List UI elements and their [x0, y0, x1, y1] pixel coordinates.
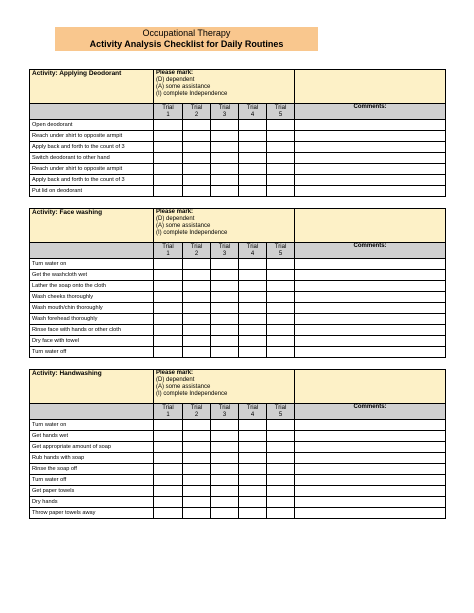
comments-cell[interactable] — [295, 347, 446, 358]
trial-label: Trial — [218, 244, 231, 250]
trial-cell[interactable] — [239, 442, 267, 453]
step-label: Get paper towels — [30, 486, 154, 497]
trial-header — [267, 243, 295, 259]
independence-label: (I) complete Independence — [156, 391, 228, 397]
steps-header-cell — [30, 243, 154, 259]
trial-cell[interactable] — [239, 475, 267, 486]
trial-cell[interactable] — [183, 453, 211, 464]
step-label: Get hands wet — [30, 431, 154, 442]
trial-cell[interactable] — [183, 486, 211, 497]
trial-cell[interactable] — [183, 142, 211, 153]
trial-cell[interactable] — [239, 120, 267, 131]
trial-header — [183, 243, 211, 259]
trial-cell[interactable] — [267, 164, 295, 175]
table-row — [30, 303, 446, 314]
trial-cell[interactable] — [211, 131, 239, 142]
trial-cell[interactable] — [239, 131, 267, 142]
table-row — [30, 325, 446, 336]
activity-table — [29, 69, 446, 197]
trial-cell[interactable] — [154, 314, 183, 325]
trial-cell[interactable] — [154, 175, 183, 186]
trial-number: 3 — [222, 111, 227, 118]
trial-cell[interactable] — [267, 292, 295, 303]
trial-cell[interactable] — [239, 431, 267, 442]
header-blank-cell — [295, 209, 446, 243]
trial-cell[interactable] — [211, 508, 239, 519]
trial-cell[interactable] — [211, 453, 239, 464]
trial-cell[interactable] — [239, 497, 267, 508]
table-row — [30, 120, 446, 131]
trial-cell[interactable] — [211, 164, 239, 175]
trial-cell[interactable] — [183, 497, 211, 508]
title-line-2: Activity Analysis Checklist for Daily Routines — [89, 39, 284, 49]
trial-cell[interactable] — [267, 347, 295, 358]
step-label: Lather the soap onto the cloth — [30, 281, 154, 292]
trial-cell[interactable] — [154, 475, 183, 486]
step-label: Turn water off — [30, 475, 154, 486]
trial-cell[interactable] — [239, 464, 267, 475]
trial-header — [211, 104, 239, 120]
trial-label: Trial — [274, 405, 287, 411]
trial-number: 5 — [278, 111, 283, 118]
trial-number: 1 — [166, 111, 170, 118]
trial-header — [183, 104, 211, 120]
table-row — [30, 453, 446, 464]
trial-cell[interactable] — [267, 442, 295, 453]
trial-cell[interactable] — [267, 431, 295, 442]
trial-label: Trial — [218, 405, 231, 411]
trial-cell[interactable] — [183, 508, 211, 519]
trial-cell[interactable] — [154, 347, 183, 358]
trial-cell[interactable] — [154, 131, 183, 142]
trial-cell[interactable] — [183, 442, 211, 453]
step-label: Dry face with towel — [30, 336, 154, 347]
trial-cell[interactable] — [183, 164, 211, 175]
comments-header: Comments: — [295, 243, 446, 259]
trial-cell[interactable] — [267, 420, 295, 431]
trial-cell[interactable] — [183, 292, 211, 303]
comments-cell[interactable] — [295, 142, 446, 153]
trial-cell[interactable] — [154, 186, 183, 197]
step-label: Turn water on — [30, 420, 154, 431]
trial-cell[interactable] — [267, 325, 295, 336]
document-title — [55, 27, 318, 51]
activity-table — [29, 208, 446, 358]
step-label: Dry hands — [30, 497, 154, 508]
trial-header — [239, 243, 267, 259]
trial-label: Trial — [162, 244, 174, 250]
trial-number: 4 — [250, 111, 255, 118]
trial-cell[interactable] — [211, 486, 239, 497]
marking-instructions — [154, 370, 295, 404]
table-row — [30, 281, 446, 292]
trial-cell[interactable] — [267, 314, 295, 325]
trial-header — [154, 104, 183, 120]
step-label: Put lid on deodorant — [30, 186, 154, 197]
step-label: Rub hands with soap — [30, 453, 154, 464]
comments-cell[interactable] — [295, 336, 446, 347]
trial-number: 4 — [250, 250, 255, 257]
trial-cell[interactable] — [267, 120, 295, 131]
trial-number: 2 — [194, 411, 199, 418]
trial-cell[interactable] — [211, 270, 239, 281]
trial-header — [183, 404, 211, 420]
trial-cell[interactable] — [183, 336, 211, 347]
trial-cell[interactable] — [183, 153, 211, 164]
table-row — [30, 175, 446, 186]
trial-cell[interactable] — [267, 175, 295, 186]
step-label: Rinse the soap off — [30, 464, 154, 475]
trial-label: Trial — [246, 105, 259, 111]
assistance-label: (A) some assistance — [156, 223, 211, 229]
trial-cell[interactable] — [154, 420, 183, 431]
table-row — [30, 475, 446, 486]
trial-cell[interactable] — [154, 153, 183, 164]
table-row — [30, 259, 446, 270]
table-row — [30, 486, 446, 497]
trial-cell[interactable] — [154, 453, 183, 464]
trial-cell[interactable] — [267, 259, 295, 270]
activity-table — [29, 369, 446, 519]
table-row — [30, 142, 446, 153]
independence-label: (I) complete Independence — [156, 91, 228, 97]
table-row — [30, 131, 446, 142]
trial-header — [267, 404, 295, 420]
step-label: Open deodorant — [30, 120, 154, 131]
independence-label: (I) complete Independence — [156, 230, 228, 236]
title-line-1: Occupational Therapy — [142, 28, 231, 38]
trial-cell[interactable] — [183, 281, 211, 292]
trial-label: Trial — [190, 405, 203, 411]
step-label: Reach under shirt to opposite armpit — [30, 164, 154, 175]
trial-label: Trial — [190, 244, 203, 250]
comments-cell[interactable] — [295, 120, 446, 131]
trial-cell[interactable] — [154, 270, 183, 281]
trial-cell[interactable] — [211, 303, 239, 314]
trial-cell[interactable] — [267, 270, 295, 281]
trial-cell[interactable] — [154, 497, 183, 508]
trial-cell[interactable] — [154, 303, 183, 314]
trial-cell[interactable] — [211, 175, 239, 186]
trial-label: Trial — [274, 105, 287, 111]
trial-cell[interactable] — [154, 464, 183, 475]
trial-cell[interactable] — [183, 431, 211, 442]
comments-cell[interactable] — [295, 186, 446, 197]
trial-cell[interactable] — [239, 453, 267, 464]
trial-cell[interactable] — [239, 292, 267, 303]
table-row — [30, 164, 446, 175]
trial-cell[interactable] — [267, 508, 295, 519]
trial-cell[interactable] — [239, 186, 267, 197]
please-mark-label: Please mark: — [156, 209, 194, 215]
table-row — [30, 314, 446, 325]
trial-number: 5 — [278, 250, 283, 257]
trial-header — [211, 243, 239, 259]
activity-name: Activity: Face washing — [30, 209, 154, 243]
trial-cell[interactable] — [154, 431, 183, 442]
trial-cell[interactable] — [211, 442, 239, 453]
comments-cell[interactable] — [295, 164, 446, 175]
trial-number: 1 — [166, 411, 170, 418]
trial-cell[interactable] — [154, 292, 183, 303]
trial-header — [154, 404, 183, 420]
trial-cell[interactable] — [154, 281, 183, 292]
assistance-label: (A) some assistance — [156, 84, 211, 90]
comments-cell[interactable] — [295, 153, 446, 164]
trial-cell[interactable] — [239, 164, 267, 175]
trial-header — [154, 243, 183, 259]
trial-cell[interactable] — [239, 281, 267, 292]
trial-cell[interactable] — [267, 131, 295, 142]
trial-cell[interactable] — [239, 347, 267, 358]
trial-cell[interactable] — [211, 281, 239, 292]
trial-cell[interactable] — [211, 420, 239, 431]
comments-cell[interactable] — [295, 420, 446, 431]
trial-cell[interactable] — [183, 131, 211, 142]
table-row — [30, 420, 446, 431]
trial-number: 3 — [222, 250, 227, 257]
step-label: Get the washcloth wet — [30, 270, 154, 281]
trial-number: 3 — [222, 411, 227, 418]
comments-cell[interactable] — [295, 464, 446, 475]
trial-cell[interactable] — [183, 314, 211, 325]
trial-cell[interactable] — [239, 420, 267, 431]
trial-number: 2 — [194, 250, 199, 257]
trial-cell[interactable] — [211, 153, 239, 164]
trial-header — [239, 104, 267, 120]
trial-label: Trial — [190, 105, 203, 111]
table-row — [30, 347, 446, 358]
marking-instructions — [154, 70, 295, 104]
trial-label: Trial — [162, 405, 174, 411]
trial-cell[interactable] — [154, 164, 183, 175]
trial-cell[interactable] — [239, 153, 267, 164]
trial-cell[interactable] — [211, 431, 239, 442]
table-row — [30, 442, 446, 453]
table-row — [30, 431, 446, 442]
comments-cell[interactable] — [295, 259, 446, 270]
step-label: Throw paper towels away — [30, 508, 154, 519]
trial-cell[interactable] — [267, 281, 295, 292]
trial-header — [267, 104, 295, 120]
trial-number: 4 — [250, 411, 255, 418]
trial-label: Trial — [162, 105, 174, 111]
trial-cell[interactable] — [267, 486, 295, 497]
trial-cell[interactable] — [211, 120, 239, 131]
trial-cell[interactable] — [183, 420, 211, 431]
trial-cell[interactable] — [211, 325, 239, 336]
trial-cell[interactable] — [154, 442, 183, 453]
trial-label: Trial — [246, 405, 259, 411]
step-label: Get appropriate amount of soap — [30, 442, 154, 453]
trial-cell[interactable] — [211, 497, 239, 508]
trial-label: Trial — [218, 105, 231, 111]
step-label: Apply back and forth to the count of 3 — [30, 175, 154, 186]
trial-cell[interactable] — [239, 175, 267, 186]
trial-cell[interactable] — [154, 120, 183, 131]
steps-header-cell — [30, 404, 154, 420]
comments-cell[interactable] — [295, 292, 446, 303]
step-label: Rinse face with hands or other cloth — [30, 325, 154, 336]
comments-cell[interactable] — [295, 508, 446, 519]
step-label: Wash cheeks thoroughly — [30, 292, 154, 303]
comments-header: Comments: — [295, 104, 446, 120]
comments-cell[interactable] — [295, 281, 446, 292]
table-row — [30, 497, 446, 508]
trial-cell[interactable] — [267, 464, 295, 475]
trial-label: Trial — [246, 244, 259, 250]
table-row — [30, 508, 446, 519]
trial-cell[interactable] — [211, 347, 239, 358]
trial-cell[interactable] — [267, 475, 295, 486]
trial-cell[interactable] — [239, 508, 267, 519]
trial-cell[interactable] — [154, 142, 183, 153]
step-label: Reach under shirt to opposite armpit — [30, 131, 154, 142]
trial-cell[interactable] — [154, 508, 183, 519]
trial-cell[interactable] — [267, 453, 295, 464]
trial-cell[interactable] — [211, 142, 239, 153]
trial-number: 2 — [194, 111, 199, 118]
trial-cell[interactable] — [211, 464, 239, 475]
trial-cell[interactable] — [154, 325, 183, 336]
trial-cell[interactable] — [183, 175, 211, 186]
trial-cell[interactable] — [211, 259, 239, 270]
comments-cell[interactable] — [295, 497, 446, 508]
trial-cell[interactable] — [267, 186, 295, 197]
trial-cell[interactable] — [239, 270, 267, 281]
trial-cell[interactable] — [267, 303, 295, 314]
trial-cell[interactable] — [239, 259, 267, 270]
step-label: Apply back and forth to the count of 3 — [30, 142, 154, 153]
dependent-label: (D) dependent — [156, 377, 195, 383]
please-mark-label: Please mark: — [156, 70, 194, 76]
table-row — [30, 186, 446, 197]
trial-cell[interactable] — [239, 142, 267, 153]
comments-cell[interactable] — [295, 303, 446, 314]
marking-instructions — [154, 209, 295, 243]
trial-number: 5 — [278, 411, 283, 418]
trial-cell[interactable] — [154, 336, 183, 347]
trial-cell[interactable] — [239, 486, 267, 497]
step-label: Wash mouth/chin thoroughly — [30, 303, 154, 314]
comments-cell[interactable] — [295, 270, 446, 281]
trial-cell[interactable] — [183, 259, 211, 270]
comments-cell[interactable] — [295, 175, 446, 186]
steps-header-cell — [30, 104, 154, 120]
step-label: Switch deodorant to other hand — [30, 153, 154, 164]
comments-cell[interactable] — [295, 475, 446, 486]
comments-cell[interactable] — [295, 442, 446, 453]
trial-cell[interactable] — [183, 347, 211, 358]
trial-cell[interactable] — [183, 186, 211, 197]
trial-cell[interactable] — [183, 270, 211, 281]
trial-cell[interactable] — [239, 314, 267, 325]
trial-cell[interactable] — [154, 486, 183, 497]
trial-cell[interactable] — [267, 497, 295, 508]
trial-cell[interactable] — [154, 259, 183, 270]
trial-cell[interactable] — [211, 186, 239, 197]
dependent-label: (D) dependent — [156, 77, 195, 83]
trial-number: 1 — [166, 250, 170, 257]
table-row — [30, 336, 446, 347]
trial-cell[interactable] — [211, 336, 239, 347]
header-blank-cell — [295, 370, 446, 404]
comments-cell[interactable] — [295, 486, 446, 497]
assistance-label: (A) some assistance — [156, 384, 211, 390]
step-label: Wash forehead thoroughly — [30, 314, 154, 325]
trial-label: Trial — [274, 244, 287, 250]
step-label: Turn water off — [30, 347, 154, 358]
trial-cell[interactable] — [183, 325, 211, 336]
trial-cell[interactable] — [211, 475, 239, 486]
comments-header: Comments: — [295, 404, 446, 420]
step-label: Turn water on — [30, 259, 154, 270]
trial-cell[interactable] — [211, 292, 239, 303]
trial-cell[interactable] — [267, 336, 295, 347]
comments-cell[interactable] — [295, 431, 446, 442]
trial-header — [211, 404, 239, 420]
trial-cell[interactable] — [183, 464, 211, 475]
trial-cell[interactable] — [267, 142, 295, 153]
table-row — [30, 270, 446, 281]
comments-cell[interactable] — [295, 453, 446, 464]
trial-cell[interactable] — [239, 325, 267, 336]
trial-cell[interactable] — [211, 314, 239, 325]
trial-cell[interactable] — [183, 120, 211, 131]
trial-cell[interactable] — [239, 336, 267, 347]
please-mark-label: Please mark: — [156, 370, 194, 376]
activity-name: Activity: Applying Deodorant — [30, 70, 154, 104]
dependent-label: (D) dependent — [156, 216, 195, 222]
trial-cell[interactable] — [239, 303, 267, 314]
comments-cell[interactable] — [295, 314, 446, 325]
table-row — [30, 292, 446, 303]
comments-cell[interactable] — [295, 325, 446, 336]
comments-cell[interactable] — [295, 131, 446, 142]
trial-header — [239, 404, 267, 420]
table-row — [30, 153, 446, 164]
trial-cell[interactable] — [183, 475, 211, 486]
trial-cell[interactable] — [183, 303, 211, 314]
trial-cell[interactable] — [267, 153, 295, 164]
table-row — [30, 464, 446, 475]
activity-name: Activity: Handwashing — [30, 370, 154, 404]
header-blank-cell — [295, 70, 446, 104]
